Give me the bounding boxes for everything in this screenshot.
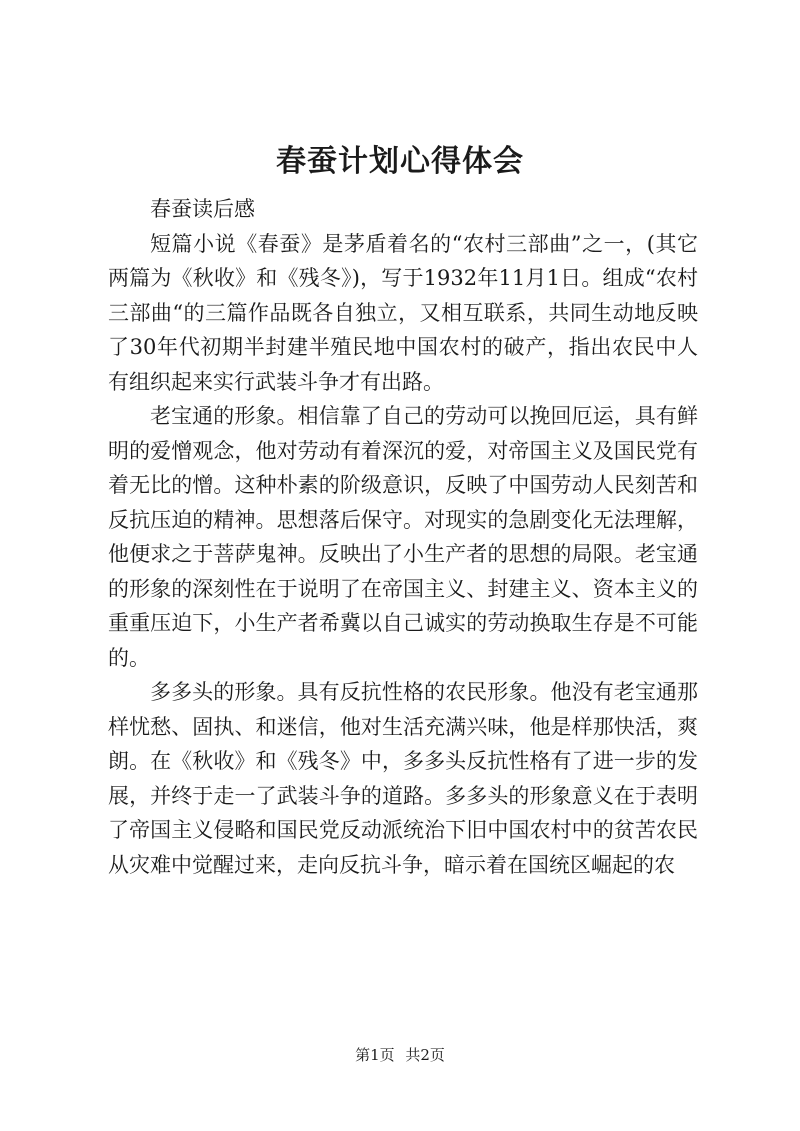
laobaotong-paragraph: 老宝通的形象。相信靠了自己的劳动可以挽回厄运，具有鲜明的爱憎观念，他对劳动有着深沉的爱，对帝国主义及国民党有着无比的憎。这种朴素的阶级意识，反映了中国劳动人民刻苦和反抗压迫的精神。思想落后保守。对现实的急剧变化无法理解，他便求之于菩萨鬼神。反映出了小生产者的思想的局限。老宝通的形象的深刻性在于说明了在帝国主义、封建主义、资本主义的重重压迫下，小生产者希冀以自己诚实的劳动换取生存是不可能的。 [108, 404, 698, 670]
page-footer [0, 1045, 800, 1065]
page-total: 共2页 [405, 1046, 445, 1064]
document-body [108, 192, 698, 882]
intro-paragraph: 短篇小说《春蚕》是茅盾着名的“农村三部曲”之一，(其它两篇为《秋收》和《残冬》)，写于1932年11月1日。组成“农村三部曲“的三篇作品既各自独立，又相互联系，共同生动地反映了30年代初期半封建半殖民地中国农村的破产，指出农民中人有组织起来实行武装斗争才有出路。 [108, 231, 698, 394]
page-number: 第1页 [355, 1046, 395, 1064]
document-title: 春蚕计划心得体会 [276, 144, 524, 179]
subtitle-paragraph: 春蚕读后感 [150, 197, 255, 221]
duoduotou-paragraph: 多多头的形象。具有反抗性格的农民形象。他没有老宝通那样忧愁、固执、和迷信，他对生活充满兴味，他是样那快活，爽朗。在《秋收》和《残冬》中，多多头反抗性格有了进一步的发展，并终于走一了武装斗争的道路。多多头的形象意义在于表明了帝国主义侵略和国民党反动派统治下旧中国农村中的贫苦农民从灾难中觉醒过来，走向反抗斗争，暗示着在国统区崛起的农 [108, 680, 698, 877]
